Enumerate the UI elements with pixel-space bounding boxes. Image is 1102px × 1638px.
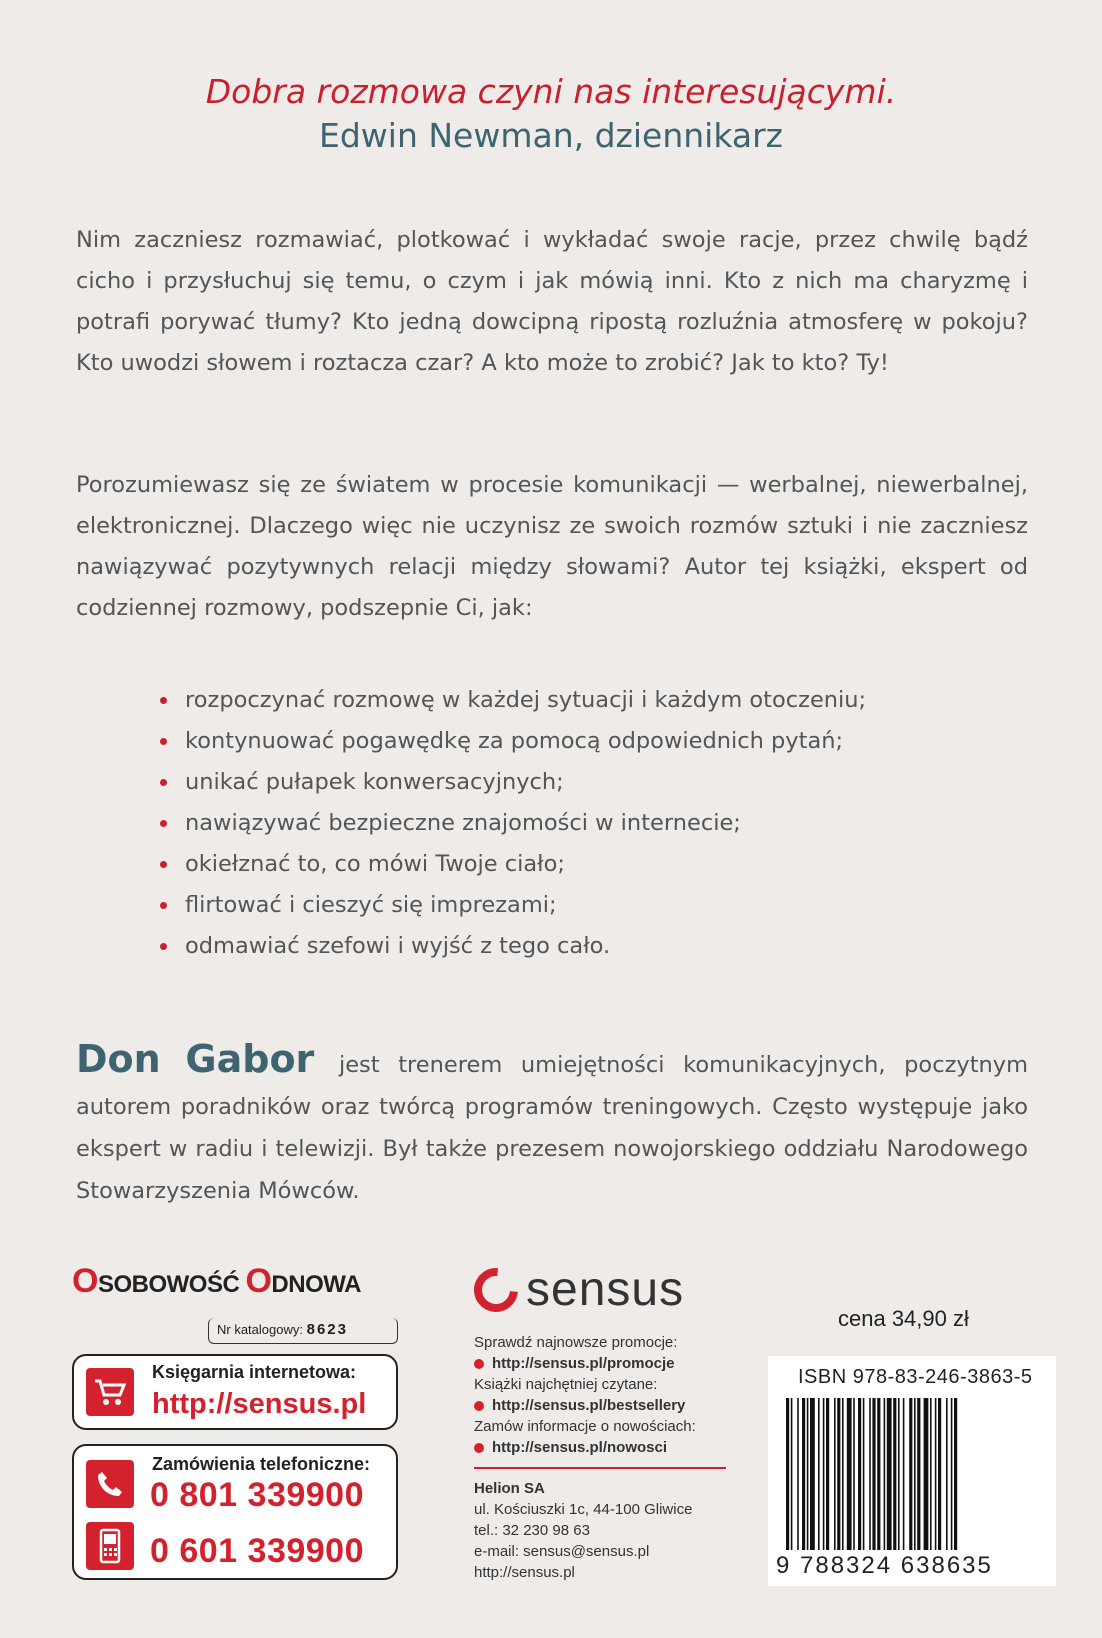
barcode-bar	[791, 1398, 793, 1550]
phone-number-mobile[interactable]: 0 601 339900	[150, 1532, 364, 1570]
barcode-bar	[872, 1398, 875, 1550]
divider	[474, 1467, 726, 1469]
list-item-text: odmawiać szefowi i wyjść z tego cało.	[185, 933, 611, 959]
barcode-bar	[858, 1398, 861, 1550]
barcode-bar	[853, 1398, 855, 1550]
list-item	[160, 885, 866, 926]
mobile-phone-icon	[86, 1522, 134, 1570]
bullet-icon	[160, 779, 167, 786]
barcode-bar	[842, 1398, 844, 1550]
publisher-address	[474, 1478, 692, 1583]
list-item	[160, 803, 866, 844]
shop-label: Księgarnia internetowa:	[152, 1362, 357, 1382]
bullet-icon	[474, 1401, 484, 1411]
list-item-text: flirtować i cieszyć się imprezami;	[185, 892, 557, 918]
list-item	[160, 762, 866, 803]
author-bio-text: jest trenerem umiejętności komunikacyjnych, poczytnym autorem poradników oraz twórcą programów treningowych. Często występuje jako ekspert w radiu i telewizji. Był także prezesem nowojorskiego oddziału Narodowego Stowarzyszenia Mówców.	[76, 1052, 1029, 1204]
online-shop-box[interactable]	[72, 1354, 398, 1430]
promo-label: Książki najchętniej czytane:	[474, 1376, 658, 1393]
publisher-email[interactable]: e-mail: sensus@sensus.pl	[474, 1543, 650, 1560]
bullet-icon	[160, 738, 167, 745]
bullet-icon	[160, 902, 167, 909]
publisher-web[interactable]: http://sensus.pl	[474, 1564, 575, 1581]
catalog-number	[208, 1318, 398, 1344]
quote-text: Dobra rozmowa czyni nas interesującymi.	[205, 72, 897, 111]
list-item	[160, 721, 866, 762]
shopping-cart-icon	[86, 1368, 134, 1416]
barcode-bar	[818, 1398, 820, 1550]
catalog-label: Nr katalogowy:	[217, 1322, 303, 1337]
bullet-icon	[160, 861, 167, 868]
phone-number-landline[interactable]: 0 801 339900	[150, 1476, 364, 1514]
barcode-bar	[909, 1398, 912, 1550]
barcode-bar	[924, 1398, 929, 1550]
barcode-bar	[869, 1398, 871, 1550]
barcode-bar	[914, 1398, 916, 1550]
author-bio	[76, 1038, 1028, 1212]
barcode-bar	[903, 1398, 905, 1550]
barcode-bar	[823, 1398, 825, 1550]
barcode-bar	[935, 1398, 937, 1550]
list-item	[160, 680, 866, 721]
description-paragraph: Porozumiewasz się ze światem w procesie komunikacji — werbalnej, niewerbalnej, elektronicznej. Dlaczego więc nie uczynisz ze swoich rozmów sztuki i nie zaczniesz nawiązywać pozytywnych relacji między słowami? Autor tej książki, ekspert od codziennej rozmowy, podszepnie Ci, jak:	[76, 472, 1028, 621]
barcode-bar	[834, 1398, 836, 1550]
series-logo	[72, 1262, 361, 1301]
epigraph	[0, 70, 1102, 158]
series-word: SOBOWOŚĆ	[97, 1271, 240, 1298]
barcode	[768, 1356, 1056, 1586]
publisher-tel: tel.: 32 230 98 63	[474, 1522, 590, 1539]
series-initial: O	[72, 1262, 98, 1300]
promo-label: Zamów informacje o nowościach:	[474, 1418, 696, 1435]
publisher-logo	[474, 1262, 684, 1317]
publisher-company: Helion SA	[474, 1480, 545, 1497]
barcode-bar	[847, 1398, 852, 1550]
price: cena 34,90 zł	[838, 1306, 969, 1331]
bullet-icon	[474, 1359, 484, 1369]
catalog-value: 8623	[306, 1321, 348, 1338]
list-item-text: unikać pułapek konwersacyjnych;	[185, 769, 564, 795]
list-item	[160, 926, 866, 967]
barcode-bar	[797, 1398, 799, 1550]
promo-links	[474, 1332, 696, 1458]
bullet-icon	[160, 943, 167, 950]
barcode-bar	[884, 1398, 886, 1550]
promo-link[interactable]	[474, 1437, 696, 1458]
barcode-bar	[946, 1398, 948, 1550]
barcode-bars	[786, 1398, 1042, 1550]
intro-paragraph: Nim zaczniesz rozmawiać, plotkować i wykładać swoje racje, przez chwilę bądź cicho i przysłuchuj się temu, o czym i jak mówią inni. Kto z nich ma charyzmę i potrafi porywać tłumy? Kto jedną dowcipną ripostą rozluźnia atmosferę w pokoju? Kto uwodzi słowem i roztacza czar? A kto może to zrobić? Jak to kto? Ty!	[76, 227, 1028, 376]
publisher-street: ul. Kościuszki 1c, 44-100 Gliwice	[474, 1501, 693, 1518]
barcode-bar	[807, 1398, 809, 1550]
barcode-bar	[898, 1398, 900, 1550]
promo-label: Sprawdź najnowsze promocje:	[474, 1334, 678, 1351]
bullet-icon	[474, 1443, 484, 1453]
skills-list	[160, 680, 866, 967]
publisher-logo-text: sensus	[526, 1263, 685, 1316]
barcode-bar	[802, 1398, 805, 1550]
barcode-bar	[930, 1398, 932, 1550]
phone-orders-box	[72, 1444, 398, 1580]
phone-orders-label: Zamówienia telefoniczne:	[152, 1454, 371, 1474]
bullet-icon	[160, 820, 167, 827]
series-word: DNOWA	[271, 1271, 361, 1298]
promo-link[interactable]	[474, 1395, 696, 1416]
barcode-bar	[887, 1398, 892, 1550]
barcode-bar	[810, 1398, 815, 1550]
barcode-bar	[837, 1398, 840, 1550]
shop-link[interactable]: http://sensus.pl	[152, 1388, 367, 1420]
promo-link-text[interactable]: http://sensus.pl/nowosci	[492, 1439, 668, 1456]
author-name: Don Gabor	[76, 1037, 315, 1081]
barcode-bar	[877, 1398, 880, 1550]
barcode-bar	[826, 1398, 829, 1550]
series-initial: O	[245, 1262, 272, 1300]
isbn: ISBN 978-83-246-3863-5	[798, 1366, 1033, 1388]
ean-digits: 9 788324 638635	[776, 1552, 993, 1579]
sensus-logo-icon	[465, 1259, 527, 1321]
barcode-bar	[893, 1398, 896, 1550]
list-item-text: nawiązywać bezpieczne znajomości w internecie;	[185, 810, 741, 836]
list-item-text: okiełznać to, co mówi Twoje ciało;	[185, 851, 565, 877]
barcode-bar	[917, 1398, 920, 1550]
promo-link-text[interactable]: http://sensus.pl/bestsellery	[492, 1397, 686, 1414]
barcode-bar	[863, 1398, 865, 1550]
promo-link-text[interactable]: http://sensus.pl/promocje	[492, 1355, 675, 1372]
phone-icon	[86, 1460, 134, 1508]
barcode-bar	[951, 1398, 953, 1550]
barcode-bar	[938, 1398, 941, 1550]
bullet-icon	[160, 697, 167, 704]
quote-author: Edwin Newman, dziennikarz	[319, 116, 783, 155]
barcode-bar	[786, 1398, 789, 1550]
promo-link[interactable]	[474, 1353, 696, 1374]
barcode-bar	[954, 1398, 957, 1550]
list-item	[160, 844, 866, 885]
list-item-text: kontynuować pogawędkę za pomocą odpowiednich pytań;	[185, 728, 844, 754]
list-item-text: rozpoczynać rozmowę w każdej sytuacji i każdym otoczeniu;	[185, 687, 867, 713]
